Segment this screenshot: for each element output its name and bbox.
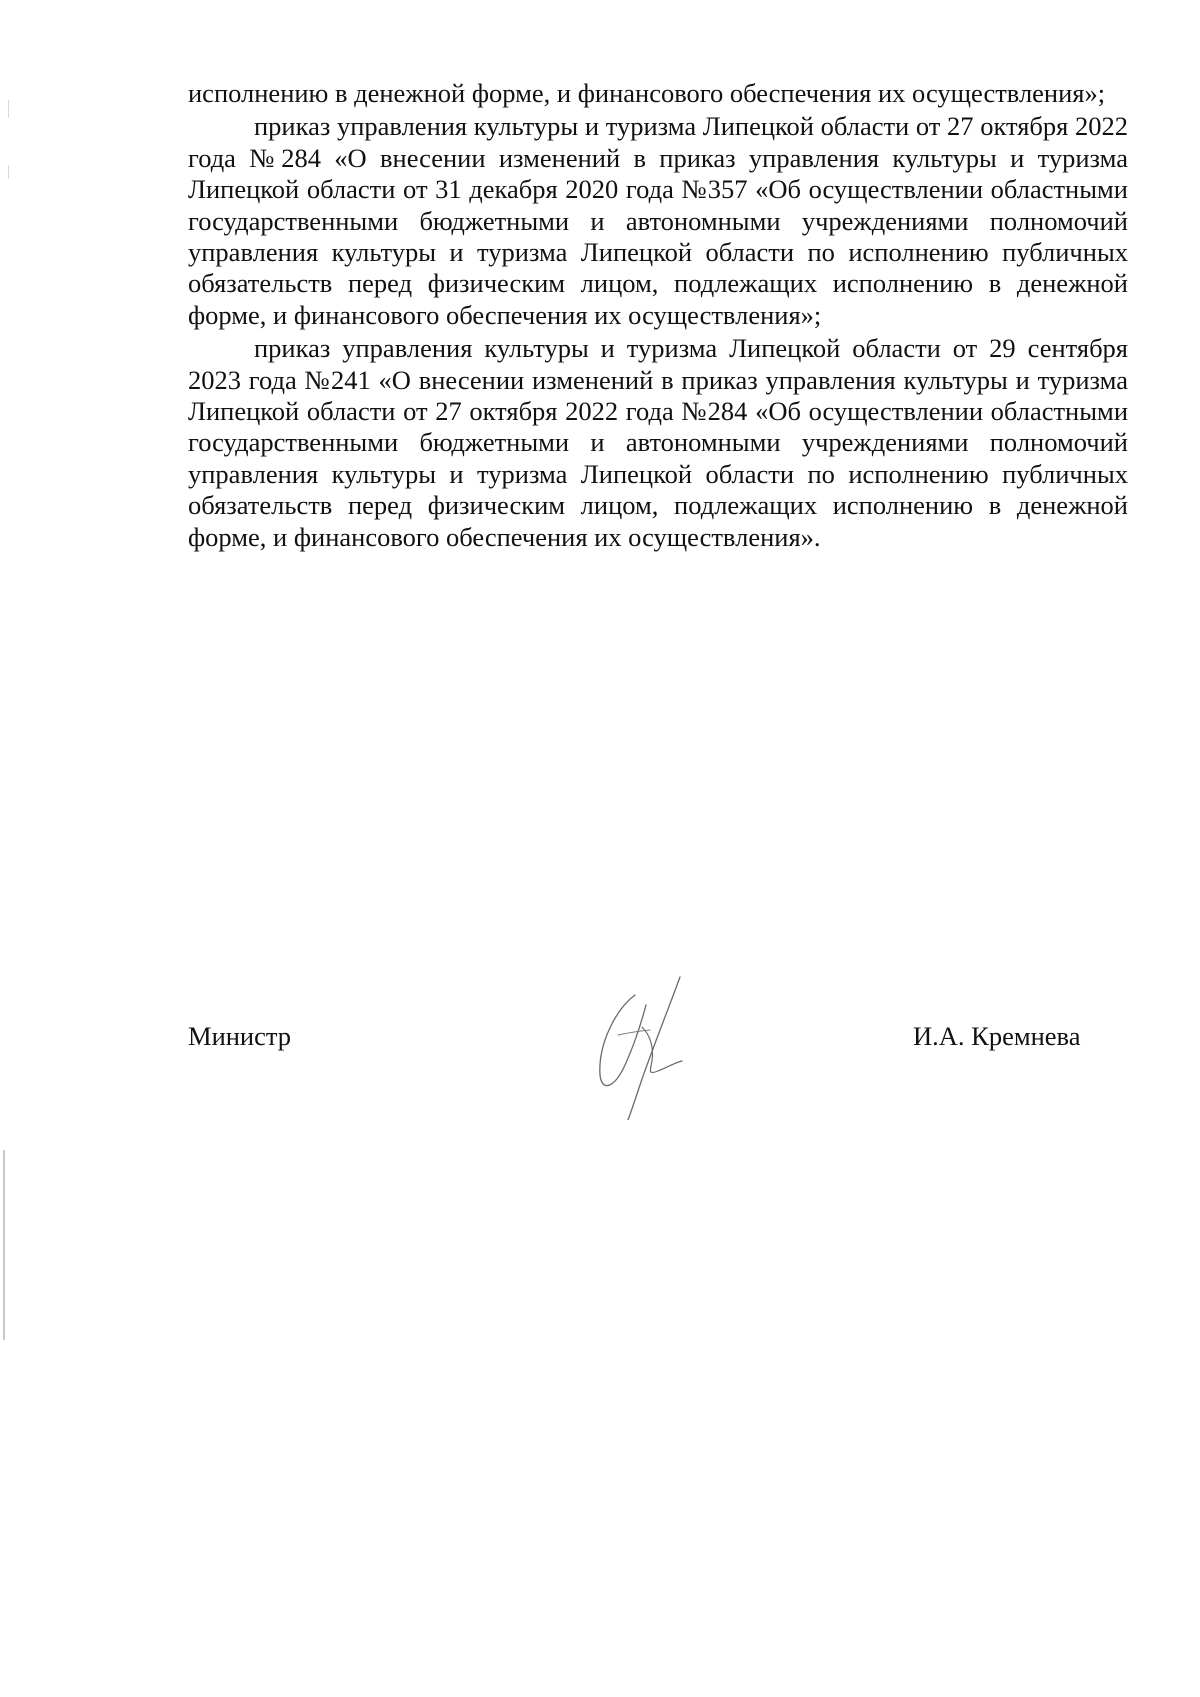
paragraph-order-284: приказ управления культуры и туризма Липецкой области от 27 октября 2022 года №284 «О внесении изменений в приказ управления культуры и туризма Липецкой области от 31 декабря 2020 года №357 «Об осуществлении областными государственными бюджетными и автономными учреждениями полномочий управления культуры и туризма Липецкой области по исполнению публичных обязательств перед физическим лицом, подлежащих исполнению в денежной форме, и финансового обеспечения их осуществления»; — [188, 111, 1128, 330]
document-body — [188, 78, 1128, 553]
paragraph-order-241: приказ управления культуры и туризма Липецкой области от 29 сентября 2023 года №241 «О внесении изменений в приказ управления культуры и туризма Липецкой области от 27 октября 2022 года №284 «Об осуществлении областными государственными бюджетными и автономными учреждениями полномочий управления культуры и туризма Липецкой области по исполнению публичных обязательств перед физическим лицом, подлежащих исполнению в денежной форме, и финансового обеспечения их осуществления». — [188, 333, 1128, 552]
scan-artifact — [3, 1150, 5, 1340]
scan-artifact — [8, 165, 9, 179]
paragraph-continuation: исполнению в денежной форме, и финансового обеспечения их осуществления»; — [188, 78, 1106, 108]
signer-position: Министр — [188, 1021, 292, 1051]
signer-name: И.А. Кремнева — [913, 1021, 1081, 1051]
scan-artifact — [8, 100, 9, 118]
handwritten-signature — [580, 975, 710, 1120]
